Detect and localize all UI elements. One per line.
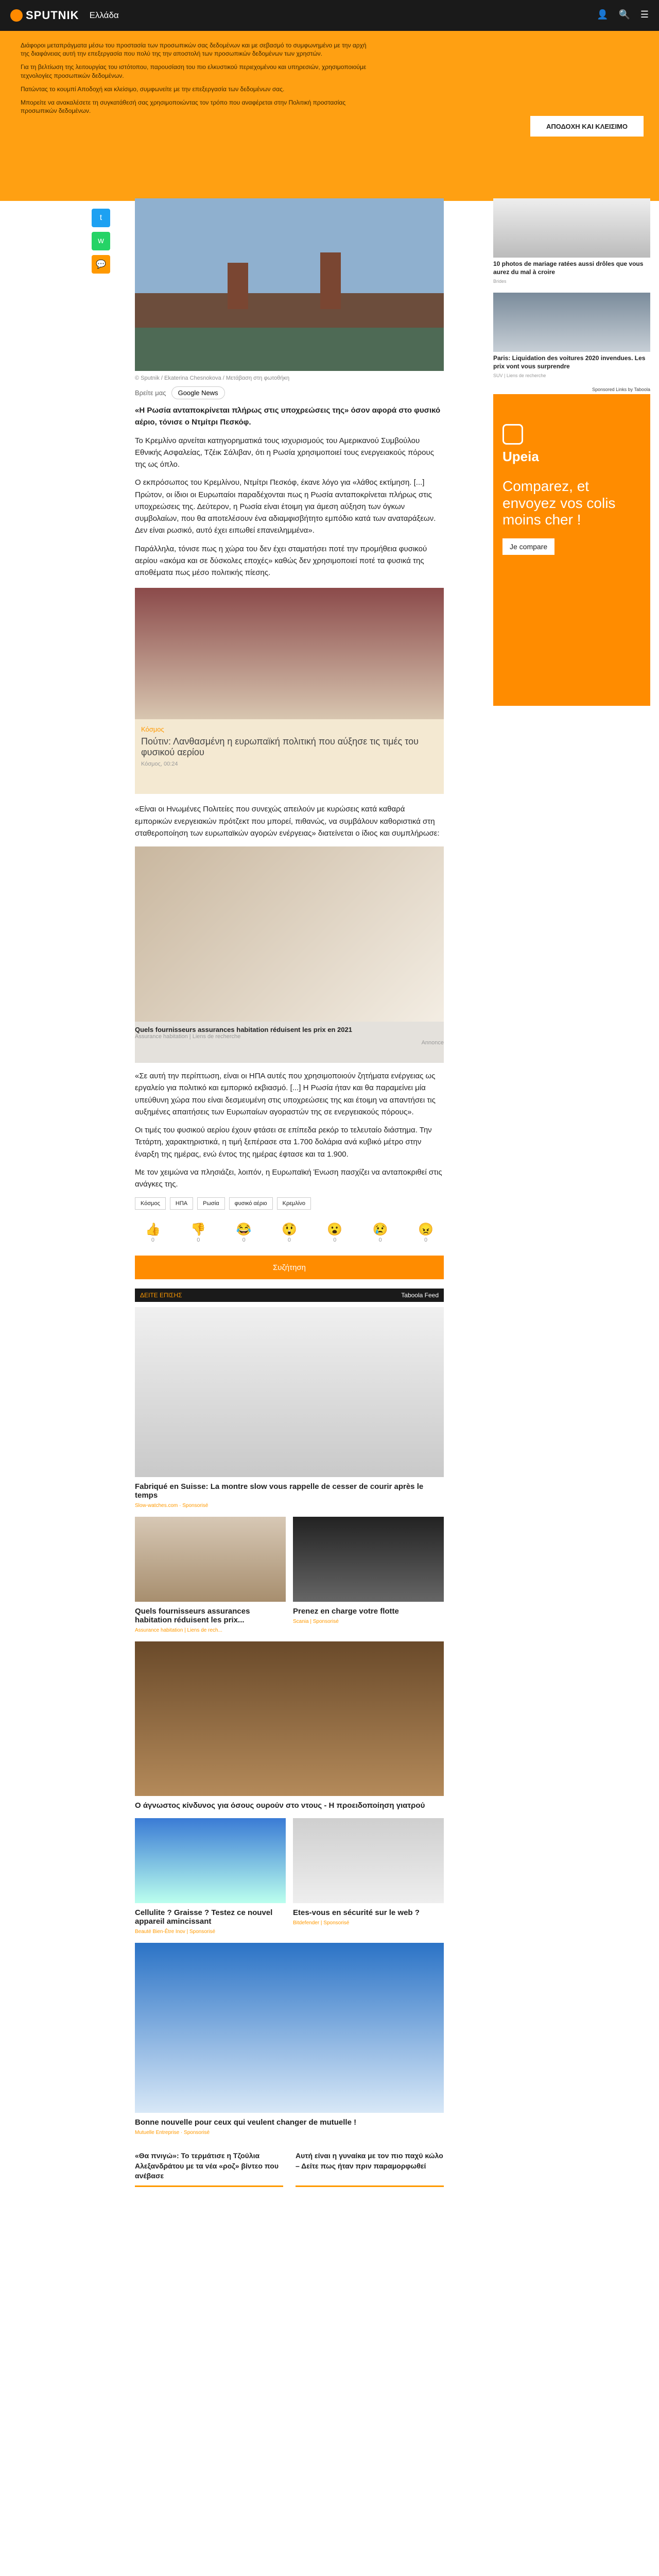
article-paragraph: «Σε αυτή την περίπτωση, είναι οι ΗΠΑ αυτές που χρησιμοποιούν ζητήματα ενέργειας ως εργαλείο για πολιτικό και εμπορικό εκβιασμό. [...] Η Ρωσία ήταν και θα παραμείνει μία υπεύθυνη χώρα που είναι δεσμευμένη στις υποχρεώσεις της και έτοιμη να απαντήσει τις αυξημένες απαιτήσεις των Ευρωπαίων αγοραστών της σε ενεργειακούς πόρους». <box>135 1072 436 1116</box>
upeia-ad[interactable] <box>493 394 650 706</box>
search-icon[interactable]: 🔍 <box>618 9 630 20</box>
article-paragraph: Ο εκπρόσωπος του Κρεμλίνου, Ντμίτρι Πεσκόφ, έκανε λόγο για «λάθος εκτίμηση. [...] Πρώτον, οι ίδιοι οι Ευρωπαίοι παραδέχονται πως η Ρωσία ανταποκρίνεται πλήρως στις υποχρεώσεις της. Δεύτερον, η Ρωσία είναι έτοιμη για άμεση αύξηση των όγκων συμβολαίων, που θα αποτελέσουν ένα αδιαμφισβήτητο εμπόδιο κατά των αναταράξεων. Δεν είναι ρωσικό, αυτό έχει ειπωθεί επανειλημμένα». <box>135 478 436 535</box>
reaction-angry[interactable]: 😠 0 <box>418 1223 433 1244</box>
feed-card[interactable]: Etes-vous en sécurité sur le web ? Bitdefender | Sponsorisé <box>293 1818 444 1935</box>
top-navbar <box>0 0 659 31</box>
article-lead: «Η Ρωσία ανταποκρίνεται πλήρως στις υποχρεώσεις της» όσον αφορά στο φυσικό αέριο, τόνισε ο Ντμίτρι Πεσκόφ. <box>135 406 441 427</box>
tag-chip[interactable]: Κρεμλίνο <box>277 1197 311 1210</box>
feed-card-big[interactable]: Fabriqué en Suisse: La montre slow vous rappelle de cesser de courir après le temps Slow-watches.com · Sponsorisé <box>135 1307 444 1509</box>
cookie-banner <box>0 31 659 201</box>
user-icon[interactable]: 👤 <box>597 9 609 20</box>
whatsapp-share-icon[interactable]: w <box>92 232 110 250</box>
kremlin-tower <box>228 263 248 309</box>
feed-card[interactable]: Prenez en charge votre flotte Scania | Sponsorisé <box>293 1517 444 1633</box>
article-paragraph: «Είναι οι Ηνωμένες Πολιτείες που συνεχώς απειλούν με κυρώσεις κατά καθαρά εμπορικών ενεργειακών πρότζεκτ που μπορεί, πιθανώς, να συμβάλουν καθοριστικά στη σταθεροποίηση των ευρωπαϊκών αγορών ενέργειας» διατείνεται ο ίδιος και συμπλήρωσε: <box>135 805 440 838</box>
feed-card[interactable]: Cellulite ? Graisse ? Testez ce nouvel appareil amincissant Beauté Bien-Être Inov | Sponsorisé <box>135 1818 286 1935</box>
article-paragraph: Με τον χειμώνα να πλησιάζει, λοιπόν, η Ευρωπαϊκή Ένωση πασχίζει να ανταποκριθεί στις ανάγκες της. <box>135 1167 442 1189</box>
sidebar <box>493 198 650 706</box>
tag-chip[interactable]: φυσικό αέριο <box>229 1197 273 1210</box>
region-selector[interactable]: Ελλάδα <box>89 10 119 20</box>
taboola-label: Sponsored Links by Taboola <box>592 387 650 393</box>
reaction-wow[interactable]: 😮 0 <box>327 1223 343 1244</box>
reaction-surprise[interactable]: 😲 0 <box>282 1223 297 1244</box>
sputnik-logo[interactable]: SPUTNIK <box>10 9 79 22</box>
feed-card-big[interactable]: Bonne nouvelle pour ceux qui veulent changer de mutuelle ! Mutuelle Entreprise · Sponsorisé <box>135 1943 444 2136</box>
taboola-feed-label: Taboola Feed <box>401 1292 439 1299</box>
upeia-brand: Upeia <box>502 449 539 465</box>
cookie-text: Διάφοροι μεταπράγματα μέσω του προστασία των προσωπικών σας δεδομένων και με σεβασμό το συμφωνημένο με την αρχή της διαφάνειας αυτή την επεξεργασία που πολύ της την αποστολή των προσωπικών δεδομένων των χρηστών. <box>21 42 367 58</box>
article-paragraph: Το Κρεμλίνο αρνείται κατηγορηματικά τους ισχυρισμούς του Αμερικανού Συμβούλου Εθνικής Ασφαλείας, Τζέικ Σάλιβαν, ότι η Ρωσία χρησιμοποιεί τους ενεργειακούς πόρους της ως όπλο. <box>135 436 434 469</box>
related-image <box>135 588 444 719</box>
upeia-headline: Comparez, et envoyez vos colis moins cher ! <box>502 478 616 528</box>
ad-title[interactable]: Quels fournisseurs assurances habitation réduisent les prix en 2021 <box>135 1026 352 1033</box>
upeia-logo-icon <box>502 424 523 445</box>
kremlin-tower <box>320 252 341 309</box>
related-article-card[interactable] <box>135 588 444 794</box>
google-news-button[interactable]: Google News <box>171 386 225 399</box>
top-icons <box>597 9 649 20</box>
taboola-feed <box>135 1307 444 2187</box>
discussion-button[interactable]: Συζήτηση <box>135 1256 444 1279</box>
article-main <box>135 198 444 2187</box>
cookie-text: Πατώντας το κουμπί Αποδοχή και κλείσιμο, συμφωνείτε με την επεξεργασία των δεδομένων σας. <box>21 85 285 93</box>
reaction-laugh[interactable]: 😂 0 <box>236 1223 252 1244</box>
bottom-link[interactable]: Αυτή είναι η γυναίκα με τον πιο παχύ κώλο – Δείτε πως ήταν πριν παραμορφωθεί <box>296 2151 444 2187</box>
feed-row <box>135 1818 444 1935</box>
upeia-cta-button[interactable]: Je compare <box>502 538 554 555</box>
related-tag: Κόσμος <box>141 725 164 734</box>
ad-block[interactable] <box>135 846 444 1063</box>
logo-mark-icon <box>10 9 23 22</box>
ad-source: Assurance habitation | Liens de recherche <box>135 1033 241 1040</box>
related-meta: Κόσμος, 00:24 <box>141 761 178 768</box>
bottom-link[interactable]: «Θα πνιγώ»: Το τερμάτισε η Τζούλια Αλεξανδράτου με τα νέα «ροζ» βίντεο που ανέβασε <box>135 2151 283 2187</box>
feed-row <box>135 1517 444 1633</box>
reaction-sad[interactable]: 😢 0 <box>372 1223 388 1244</box>
reaction-like[interactable]: 👍 0 <box>145 1223 161 1244</box>
cookie-text: Μπορείτε να ανακαλέσετε τη συγκατάθεσή σας χρησιμοποιώντας τον τρόπο που αναφέρεται στην Πολιτική προστασίας προσωπικών δεδομένων. <box>21 98 346 115</box>
ad-label: Annonce <box>421 1040 444 1046</box>
feed-card-big[interactable]: Ο άγνωστος κίνδυνος για όσους ουρούν στο ντους - Η προειδοποίηση γιατρού <box>135 1641 444 1810</box>
hero-image <box>135 198 444 371</box>
tag-chip[interactable]: ΗΠΑ <box>170 1197 193 1210</box>
article-paragraph: Οι τιμές του φυσικού αερίου έχουν φτάσει σε επίπεδα ρεκόρ το τελευταίο διάστημα. Την Τετάρτη, χαρακτηριστικά, η τιμή ξεπέρασε στα 1.700 δολάρια ανά κυβικό μέτρο στην έναρξη της ημέρας, ενώ έντος της ημέρας έφτασε και τα 1.900. <box>135 1126 432 1159</box>
reaction-dislike[interactable]: 👎 0 <box>190 1223 206 1244</box>
bottom-links <box>135 2151 444 2187</box>
watch-image <box>135 1307 444 1477</box>
twitter-share-icon[interactable]: t <box>92 209 110 227</box>
chat-share-icon[interactable]: 💬 <box>92 255 110 274</box>
menu-icon[interactable]: ☰ <box>640 9 649 20</box>
cookie-text: Για τη βελτίωση της λειτουργίας του ιστότοπου, παρουσίαση του πιο ελκυστικού περιεχομένου και υπηρεσιών, χρησιμοποιούμε τεχνολογίες προσωπικών δεδομένων. <box>21 63 367 79</box>
tag-chips <box>135 1197 444 1210</box>
tag-chip[interactable]: Ρωσία <box>197 1197 225 1210</box>
see-also-bar: ΔΕΙΤΕ ΕΠΙΣΗΣ Taboola Feed <box>135 1289 444 1302</box>
article-paragraph: Παράλληλα, τόνισε πως η χώρα του δεν έχει σταματήσει ποτέ την προμήθεια φυσικού αερίου «ακόμα και σε δύσκολες εποχές» καθώς δεν χρησιμοποιεί ποτέ τα φυσικά της αποθέματα πως μέσο πολιτικής πίεσης. <box>135 544 427 577</box>
feed-card[interactable]: Quels fournisseurs assurances habitation réduisent les prix... Assurance habitation | Liens de rech... <box>135 1517 286 1633</box>
related-title[interactable]: Πούτιν: Λανθασμένη η ευρωπαϊκή πολιτική που αύξησε τις τιμές του φυσικού αερίου <box>141 736 419 758</box>
reactions-row <box>135 1217 444 1248</box>
tag-chip[interactable]: Κόσμος <box>135 1197 166 1210</box>
sidebar-card[interactable]: 10 photos de mariage ratées aussi drôles que vous aurez du mal à croire Brides <box>493 198 650 285</box>
ad-image <box>135 846 444 1022</box>
accept-close-button[interactable]: ΑΠΟΔΟΧΗ ΚΑΙ ΚΛΕΙΣΙΜΟ <box>530 116 644 137</box>
photo-caption: © Sputnik / Ekaterina Chesnokova / Μετάβαση στη φωτοθήκη <box>135 375 290 381</box>
sidebar-card[interactable]: Paris: Liquidation des voitures 2020 invendues. Les prix vont vous surprendre SUV | Liens de recherche <box>493 293 650 380</box>
google-news-row: Βρείτε μας Google News <box>135 386 444 399</box>
